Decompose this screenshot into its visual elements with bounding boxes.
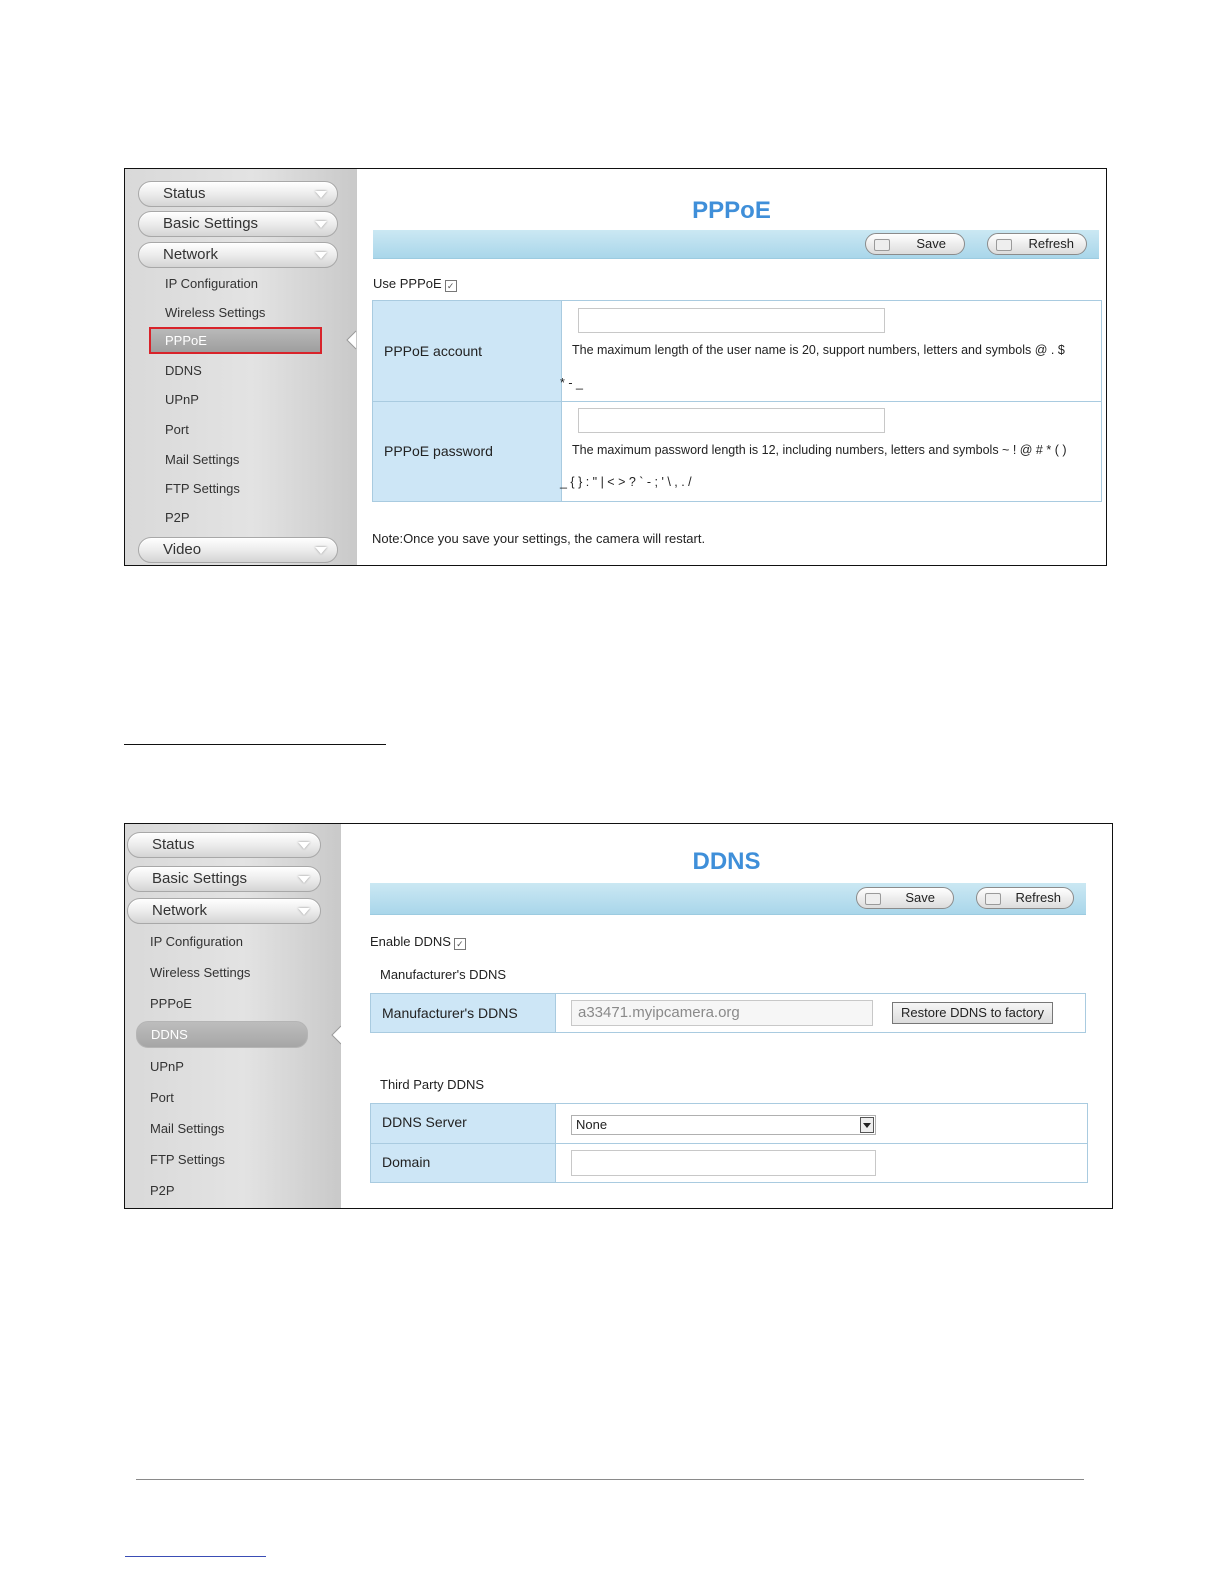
enable-ddns-checkbox[interactable]: ✓	[454, 938, 466, 950]
third-party-ddns-table	[370, 1103, 1088, 1183]
manufacturer-ddns-section-title: Manufacturer's DDNS	[380, 967, 507, 982]
pppoe-form	[372, 300, 1102, 502]
save-icon	[874, 239, 890, 251]
third-party-ddns-section-title: Third Party DDNS	[380, 1077, 485, 1092]
use-pppoe-row: Use PPPoE ✓	[373, 276, 457, 292]
pppoe-account-input[interactable]	[578, 308, 885, 333]
domain-input[interactable]	[571, 1150, 876, 1176]
save-icon	[865, 893, 881, 905]
save-button[interactable]: Save	[856, 887, 954, 909]
enable-ddns-row: Enable DDNS ✓	[370, 934, 466, 950]
sidebar-item-ddns[interactable]: DDNS	[136, 1021, 308, 1048]
sidebar-item-ip-configuration[interactable]: IP Configuration	[150, 934, 243, 949]
account-hint: The maximum length of the user name is 20, support numbers, letters and symbols @ . $	[572, 343, 1065, 357]
sidebar-header-video[interactable]: Video	[138, 537, 338, 563]
use-pppoe-checkbox[interactable]: ✓	[445, 280, 457, 292]
chevron-down-icon	[315, 221, 327, 228]
sidebar-header-status[interactable]: Status	[127, 832, 321, 858]
sidebar-item-ftp-settings[interactable]: FTP Settings	[150, 1152, 225, 1167]
pppoe-password-input[interactable]	[578, 408, 885, 433]
sidebar-item-port[interactable]: Port	[165, 422, 189, 437]
chevron-down-icon	[298, 876, 310, 883]
section-heading-underline	[124, 744, 386, 745]
sidebar	[125, 824, 341, 1208]
page-title: DDNS	[692, 848, 761, 875]
footer-divider	[136, 1479, 1084, 1480]
password-hint-symbols: _ { } : " | < > ? ` - ; ' \ , . /	[560, 475, 692, 489]
pppoe-password-label: PPPoE password	[373, 402, 562, 501]
manufacturer-ddns-table	[370, 993, 1086, 1033]
ddns-screenshot	[124, 823, 1113, 1209]
chevron-down-icon	[298, 842, 310, 849]
sidebar-item-pppoe[interactable]: PPPoE	[149, 327, 322, 354]
dropdown-arrow-icon[interactable]	[860, 1117, 874, 1133]
restore-ddns-button[interactable]: Restore DDNS to factory	[892, 1002, 1053, 1024]
sidebar-item-ftp-settings[interactable]: FTP Settings	[165, 481, 240, 496]
chevron-down-icon	[315, 191, 327, 198]
ddns-server-label: DDNS Server	[371, 1104, 556, 1143]
sidebar-item-upnp[interactable]: UPnP	[165, 392, 199, 407]
sidebar-item-mail-settings[interactable]: Mail Settings	[150, 1121, 225, 1136]
chevron-down-icon	[315, 252, 327, 259]
manufacturer-ddns-label: Manufacturer's DDNS	[371, 994, 556, 1032]
chevron-down-icon	[298, 908, 310, 915]
sidebar-item-pppoe[interactable]: PPPoE	[150, 996, 192, 1011]
refresh-icon	[996, 239, 1012, 251]
footer-link-underline	[125, 1556, 266, 1557]
toolbar	[373, 230, 1099, 259]
sidebar	[125, 169, 357, 565]
sidebar-item-mail-settings[interactable]: Mail Settings	[165, 452, 240, 467]
password-hint: The maximum password length is 12, including numbers, letters and symbols ~ ! @ # * ( )	[572, 443, 1067, 457]
pppoe-screenshot	[124, 168, 1107, 566]
page-title: PPPoE	[692, 197, 771, 224]
sidebar-item-port[interactable]: Port	[150, 1090, 174, 1105]
manufacturer-ddns-field: a33471.myipcamera.org	[571, 1000, 873, 1026]
sidebar-header-basic-settings[interactable]: Basic Settings	[127, 866, 321, 892]
chevron-down-icon	[315, 547, 327, 554]
sidebar-item-wireless-settings[interactable]: Wireless Settings	[150, 965, 251, 980]
refresh-icon	[985, 893, 1001, 905]
ddns-server-select[interactable]: None	[571, 1115, 876, 1135]
refresh-button[interactable]: Refresh	[976, 887, 1074, 909]
main-panel	[341, 824, 1112, 1208]
selection-pointer-icon	[345, 329, 357, 351]
sidebar-item-ddns[interactable]: DDNS	[165, 363, 202, 378]
sidebar-header-status[interactable]: Status	[138, 181, 338, 207]
sidebar-header-network[interactable]: Network	[138, 242, 338, 268]
sidebar-item-ip-configuration[interactable]: IP Configuration	[165, 276, 258, 291]
main-panel	[357, 169, 1106, 565]
restart-note: Note:Once you save your settings, the camera will restart.	[372, 531, 706, 546]
sidebar-item-wireless-settings[interactable]: Wireless Settings	[165, 305, 266, 320]
toolbar	[370, 883, 1086, 915]
pppoe-account-label: PPPoE account	[373, 301, 562, 401]
sidebar-item-p2p[interactable]: P2P	[165, 510, 190, 525]
sidebar-item-p2p[interactable]: P2P	[150, 1183, 175, 1198]
sidebar-header-basic-settings[interactable]: Basic Settings	[138, 211, 338, 237]
account-hint-symbols: * - _	[560, 376, 583, 390]
sidebar-header-network[interactable]: Network	[127, 898, 321, 924]
sidebar-item-upnp[interactable]: UPnP	[150, 1059, 184, 1074]
save-button[interactable]: Save	[865, 233, 965, 255]
domain-label: Domain	[371, 1144, 556, 1182]
refresh-button[interactable]: Refresh	[987, 233, 1087, 255]
